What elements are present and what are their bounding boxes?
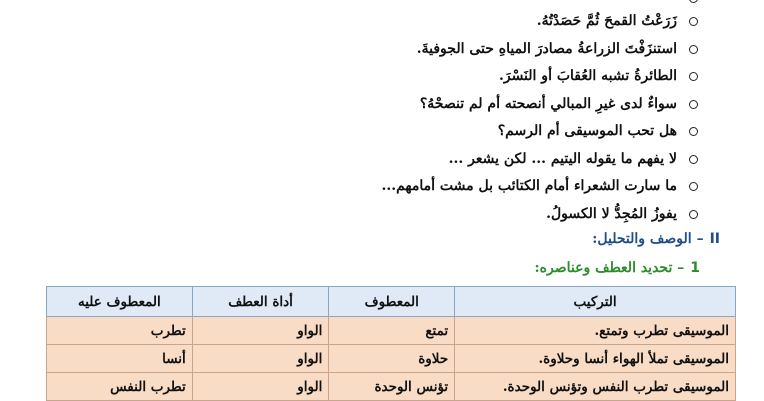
bullet-circle-icon [689, 155, 698, 164]
bullet-circle-icon [689, 45, 698, 54]
header-conjunction: أداة العطف [192, 287, 329, 317]
bullet-circle-icon [689, 0, 698, 3]
section-number: II [709, 231, 720, 247]
cell-conjunction: الواو [192, 373, 329, 401]
list-item: استنزَفْتَ الزراعةُ مصادرَ المياهِ حتى الجوفيةَ. [38, 36, 698, 64]
table-row [47, 373, 736, 401]
cell-structure: الموسيقى تملأ الهواء أنسا وحلاوة. [455, 345, 736, 373]
table-row [47, 345, 736, 373]
list-item: الطائرةُ تشبه العُقابَ أو النَسْرَ. [38, 63, 698, 91]
bullet-circle-icon [689, 100, 698, 109]
cell-conjunction: الواو [192, 317, 329, 345]
subsection-heading [534, 260, 700, 276]
cell-structure: الموسيقى تطرب وتمتع. [455, 317, 736, 345]
cell-structure: الموسيقى تطرب النفس وتؤنس الوحدة. [455, 373, 736, 401]
section-heading [592, 231, 720, 247]
subsection-number: 1 [690, 260, 700, 276]
section-title: – الوصف والتحليل: [592, 231, 704, 247]
bullet-circle-icon [689, 72, 698, 81]
cell-conjoined-to: تطرب النفس [47, 373, 193, 401]
cell-conjoined: حلاوة [329, 345, 455, 373]
list-item: ما سارت الشعراء أمام الكتائب بل مشت أمامهم... [38, 173, 698, 201]
list-item: زَرَعْتُ القمحَ ثُمَّ حَصَدْتُهُ. [38, 8, 698, 36]
cell-conjoined-to: تطرب [47, 317, 193, 345]
clipped-previous-line [38, 0, 698, 5]
cell-conjunction: الواو [192, 345, 329, 373]
cell-conjoined: تؤنس الوحدة [329, 373, 455, 401]
subsection-title: – تحديد العطف وعناصره: [534, 260, 685, 276]
table-header-row [47, 287, 736, 317]
bullet-circle-icon [689, 210, 698, 219]
bullet-circle-icon [689, 17, 698, 26]
list-item: يفوزُ المُجِدُّ لا الكسولُ. [38, 201, 698, 229]
list-item: سواءٌ لدى غيرِ المبالي أنصحته أم لم تنصحْهُ؟ [38, 91, 698, 119]
bullet-circle-icon [689, 182, 698, 191]
analysis-table [46, 286, 736, 401]
header-conjoined: المعطوف [329, 287, 455, 317]
examples-list [38, 8, 698, 228]
cell-conjoined-to: أنسا [47, 345, 193, 373]
header-structure: التركيب [455, 287, 736, 317]
table-row [47, 317, 736, 345]
list-item: لا يفهم ما يقوله اليتيم ... لكن يشعر ... [38, 146, 698, 174]
header-conjoined-to: المعطوف عليه [47, 287, 193, 317]
list-item: هل تحب الموسيقى أم الرسم؟ [38, 118, 698, 146]
cell-conjoined: تمتع [329, 317, 455, 345]
bullet-circle-icon [689, 127, 698, 136]
